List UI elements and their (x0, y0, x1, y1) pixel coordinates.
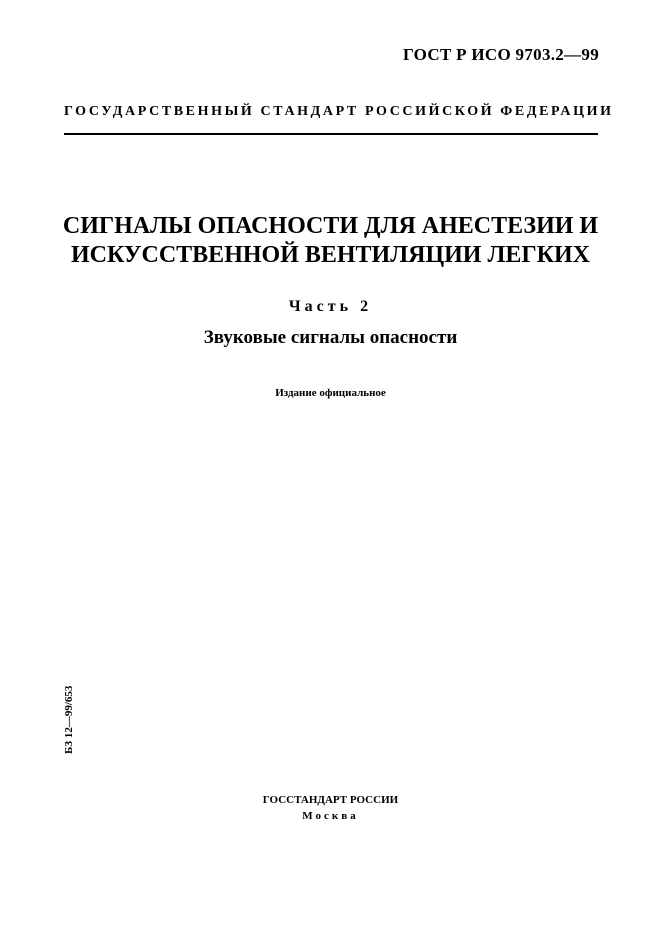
standard-designation: ГОСТ Р ИСО 9703.2—99 (402, 45, 599, 64)
document-title (40, 212, 621, 270)
part-label: Часть 2 (288, 298, 373, 315)
edition-note: Издание официальное (275, 387, 386, 399)
document-title-line-1: СИГНАЛЫ ОПАСНОСТИ ДЛЯ АНЕСТЕЗИИ И (62, 213, 599, 239)
part-subtitle: Звуковые сигналы опасности (203, 327, 458, 348)
publisher-name: ГОССТАНДАРТ РОССИИ (262, 794, 399, 806)
document-title-line-2: ИСКУССТВЕННОЙ ВЕНТИЛЯЦИИ ЛЕГКИХ (70, 242, 591, 268)
publisher-city: Москва (302, 810, 359, 822)
side-catalog-code: БЗ 12—99/653 (63, 685, 75, 754)
state-standard-heading: ГОСУДАРСТВЕННЫЙ СТАНДАРТ РОССИЙСКОЙ ФЕДЕРАЦИИ (64, 104, 614, 119)
header-divider (64, 133, 598, 135)
